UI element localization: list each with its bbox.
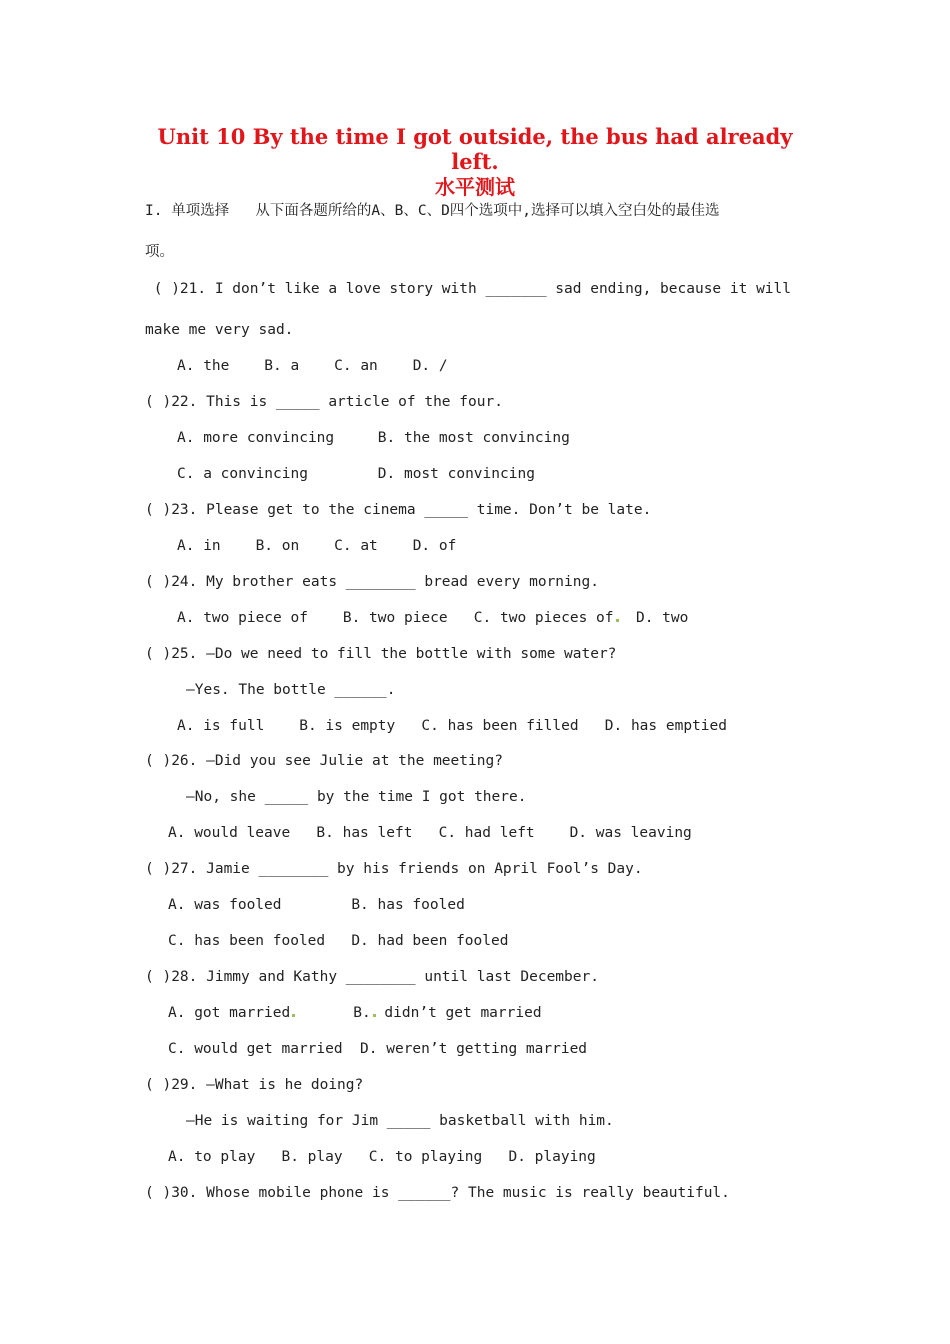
question-24-stem: ( )24. My brother eats ________ bread every morning.: [145, 574, 599, 590]
question-28-stem: ( )28. Jimmy and Kathy ________ until last December.: [145, 969, 599, 985]
question-29-stem: ( )29. —What is he doing?: [145, 1077, 364, 1093]
question-29-options: A. to play B. play C. to playing D. playing: [168, 1149, 596, 1165]
question-28-option-b: didn’t get married: [375, 1005, 542, 1021]
question-24-option-d: D. two: [618, 610, 689, 626]
question-23-stem: ( )23. Please get to the cinema _____ time. Don’t be late.: [145, 502, 652, 518]
question-25-reply: —Yes. The bottle ______.: [186, 682, 396, 698]
question-22-options-row-2: C. a convincing D. most convincing: [177, 466, 535, 482]
question-26-reply: —No, she _____ by the time I got there.: [186, 789, 527, 805]
question-29-reply: —He is waiting for Jim _____ basketball with him.: [186, 1113, 614, 1129]
document-title-line-2: left.: [451, 149, 499, 174]
question-30-stem: ( )30. Whose mobile phone is ______? The music is really beautiful.: [145, 1185, 730, 1201]
question-22-options-row-1: A. more convincing B. the most convincing: [177, 430, 570, 446]
question-27-options-row-2: C. has been fooled D. had been fooled: [168, 933, 509, 949]
speck-mark: [292, 1014, 295, 1017]
question-26-stem: ( )26. —Did you see Julie at the meeting?: [145, 753, 503, 769]
section-heading: I. 单项选择 从下面各题所给的A、B、C、D四个选项中,选择可以填入空白处的最佳选: [145, 203, 720, 219]
question-21-stem-continued: make me very sad.: [145, 322, 294, 338]
document-subtitle: 水平测试: [435, 175, 515, 199]
question-28-option-a: A. got married: [168, 1005, 291, 1021]
question-24-options-a-c: A. two piece of B. two piece C. two pieces of: [177, 610, 614, 626]
question-25-options: A. is full B. is empty C. has been filled D. has emptied: [177, 718, 727, 734]
question-28-options-row-1: [168, 1003, 542, 1023]
document-title-line-1: Unit 10 By the time I got outside, the bus had already: [157, 124, 793, 149]
section-heading-continued: 项。: [145, 244, 174, 260]
question-21-options: A. the B. a C. an D. /: [177, 358, 448, 374]
question-23-options: A. in B. on C. at D. of: [177, 538, 457, 554]
question-22-stem: ( )22. This is _____ article of the four.: [145, 394, 503, 410]
question-27-options-row-1: A. was fooled B. has fooled: [168, 897, 465, 913]
question-26-options: A. would leave B. has left C. had left D. was leaving: [168, 825, 692, 841]
question-27-stem: ( )27. Jamie ________ by his friends on April Fool’s Day.: [145, 861, 643, 877]
question-21-stem: ( )21. I don’t like a love story with _______ sad ending, because it will: [145, 281, 792, 297]
question-28-options-row-2: C. would get married D. weren’t getting married: [168, 1041, 588, 1057]
question-28-option-b-letter: B.: [353, 1005, 371, 1021]
question-24-options: [177, 608, 688, 628]
question-25-stem: ( )25. —Do we need to fill the bottle with some water?: [145, 646, 617, 662]
